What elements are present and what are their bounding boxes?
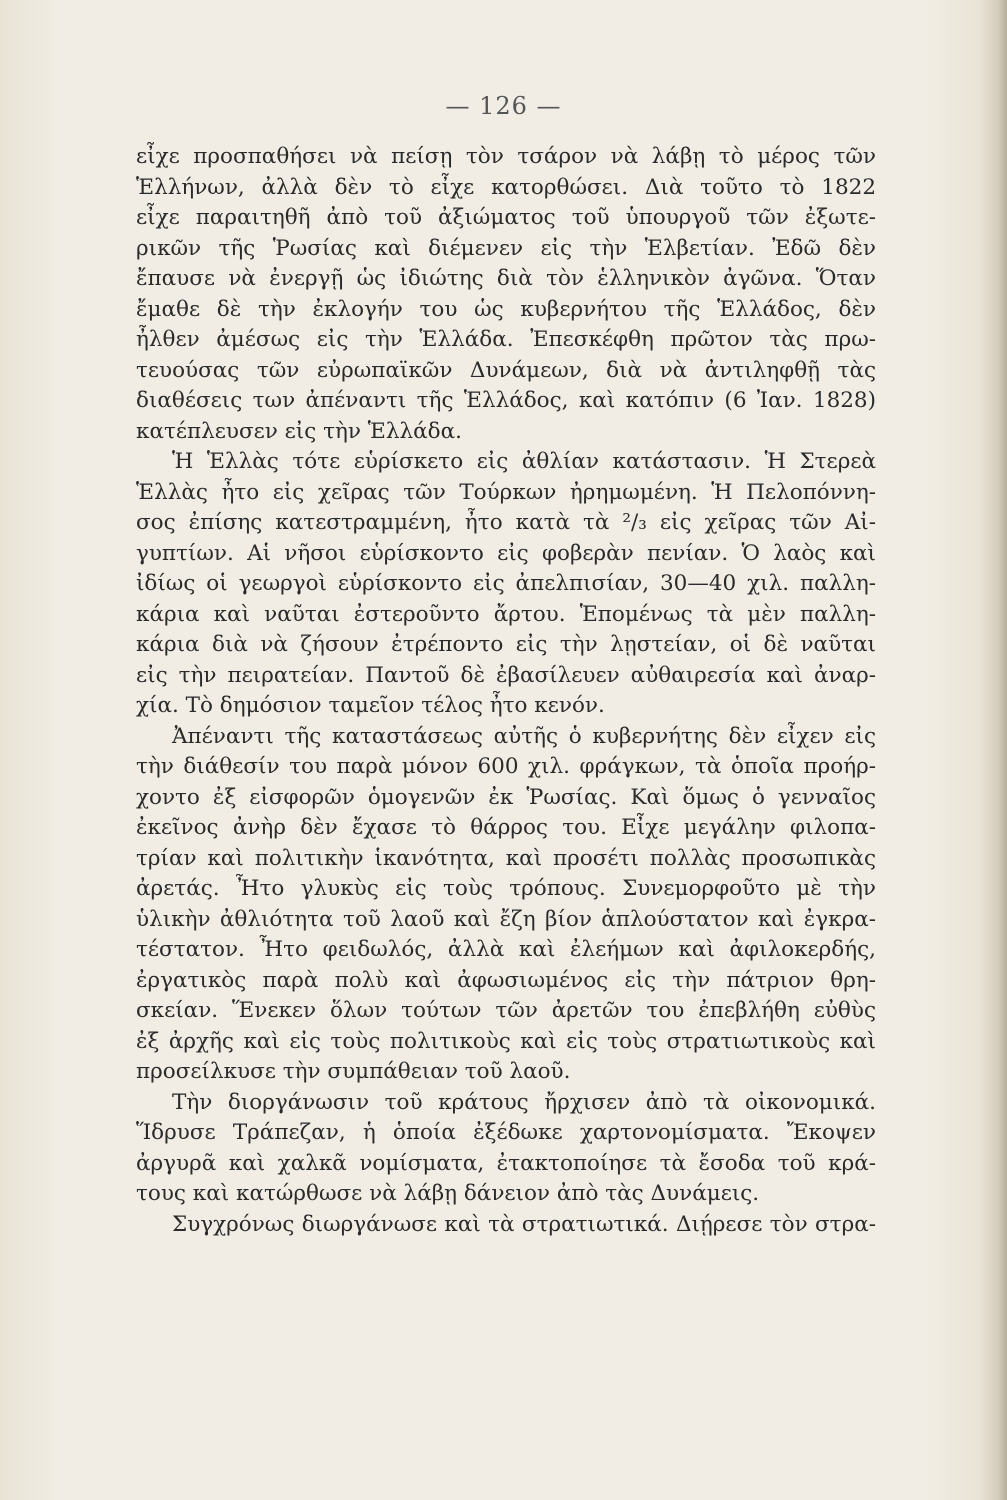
text-line: Ἑλλὰς ἦτο εἰς χεῖρας τῶν Τούρκων ἠρημωμένη. Ἡ Πελοπόννη- [136, 479, 876, 505]
text-line: Ἑλλήνων, ἀλλὰ δὲν τὸ εἶχε κατορθώσει. Διὰ τοῦτο τὸ 1822 [136, 174, 876, 200]
text-line: τευούσας τῶν εὐρωπαϊκῶν Δυνάμεων, διὰ νὰ ἀντιληφθῇ τὰς [136, 357, 876, 383]
text-line: τέστατον. Ἦτο φειδωλός, ἀλλὰ καὶ ἐλεήμων καὶ ἀφιλοκερδής, [136, 937, 876, 962]
text-line: Ἡ Ἑλλὰς τότε εὑρίσκετο εἰς ἀθλίαν κατάστασιν. Ἡ Στερεὰ [172, 449, 876, 474]
text-line: κατέπλευσεν εἰς τὴν Ἑλλάδα. [136, 418, 462, 444]
text-line: προσείλκυσε τὴν συμπάθειαν τοῦ λαοῦ. [136, 1059, 571, 1084]
text-line: τὴν διάθεσίν του παρὰ μόνον 600 χιλ. φράγκων, τὰ ὁποῖα προήρ- [136, 754, 876, 779]
text-line: ἐκεῖνος ἀνὴρ δὲν ἔχασε τὸ θάρρος του. Εἶχε μεγάλην φιλοπα- [136, 815, 876, 840]
text-line: Συγχρόνως διωργάνωσε καὶ τὰ στρατιωτικά. Διῄρεσε τὸν στρα- [172, 1211, 876, 1237]
text-line: τους καὶ κατώρθωσε νὰ λάβῃ δάνειον ἀπὸ τὰς Δυνάμεις. [136, 1181, 760, 1206]
text-line: χία. Τὸ δημόσιον ταμεῖον τέλος ἦτο κενόν. [136, 693, 605, 718]
text-line: Ἀπέναντι τῆς καταστάσεως αὐτῆς ὁ κυβερνήτης δὲν εἶχεν εἰς [172, 723, 876, 749]
page-number: — 126 — [445, 92, 562, 120]
text-line: κάρια καὶ ναῦται ἐστεροῦντο ἄρτου. Ἑπομένως τὰ μὲν παλλη- [136, 601, 876, 627]
text-line: ἔμαθε δὲ τὴν ἐκλογήν του ὡς κυβερνήτου τῆς Ἑλλάδος, δὲν [136, 296, 876, 322]
text-line: ἦλθεν ἀμέσως εἰς τὴν Ἑλλάδα. Ἐπεσκέφθη πρῶτον τὰς πρω- [136, 327, 876, 352]
text-line: γυπτίων. Αἱ νῆσοι εὑρίσκοντο εἰς φοβερὰν πενίαν. Ὁ λαὸς καὶ [136, 540, 876, 566]
text-line: χοντο ἐξ εἰσφορῶν ὁμογενῶν ἐκ Ῥωσίας. Καὶ ὅμως ὁ γενναῖος [136, 784, 876, 810]
text-line: σκείαν. Ἕνεκεν ὅλων τούτων τῶν ἀρετῶν του ἐπεβλήθη εὐθὺς [136, 998, 876, 1023]
text-line: ἀργυρᾶ καὶ χαλκᾶ νομίσματα, ἐτακτοποίησε τὰ ἔσοδα τοῦ κρά- [136, 1150, 876, 1176]
text-line: κάρια διὰ νὰ ζήσουν ἐτρέποντο εἰς τὴν λῃστείαν, οἱ δὲ ναῦται [136, 632, 876, 657]
text-line: Ἵδρυσε Τράπεζαν, ἡ ὁποία ἐξέδωκε χαρτονομίσματα. Ἔκοψεν [136, 1120, 876, 1145]
text-line: εἰς τὴν πειρατείαν. Παντοῦ δὲ ἐβασίλευεν αὐθαιρεσία καὶ ἀναρ- [136, 662, 876, 688]
text-line: σος ἐπίσης κατεστραμμένη, ἦτο κατὰ τὰ ²/₃ εἰς χεῖρας τῶν Αἰ- [136, 510, 876, 535]
text-line: ρικῶν τῆς Ῥωσίας καὶ διέμενεν εἰς τὴν Ἑλβετίαν. Ἐδῶ δὲν [136, 235, 876, 261]
text-line: ἀρετάς. Ἦτο γλυκὺς εἰς τοὺς τρόπους. Συνεμορφοῦτο μὲ τὴν [136, 876, 876, 901]
text-line: διαθέσεις των ἀπέναντι τῆς Ἑλλάδος, καὶ κατόπιν (6 Ἰαν. 1828) [136, 388, 876, 413]
text-line: ὑλικὴν ἀθλιότητα τοῦ λαοῦ καὶ ἔζη βίον ἁπλούστατον καὶ ἐγκρα- [136, 906, 876, 932]
body-text [136, 142, 876, 1240]
text-line: εἶχε παραιτηθῆ ἀπὸ τοῦ ἀξιώματος τοῦ ὑπουργοῦ τῶν ἐξωτε- [136, 205, 876, 230]
text-line: ἔπαυσε νὰ ἐνεργῇ ὡς ἰδιώτης διὰ τὸν ἑλληνικὸν ἀγῶνα. Ὅταν [136, 266, 876, 291]
text-line: εἶχε προσπαθήσει νὰ πείσῃ τὸν τσάρον νὰ λάβῃ τὸ μέρος τῶν [136, 144, 876, 169]
text-line: Τὴν διοργάνωσιν τοῦ κράτους ἤρχισεν ἀπὸ τὰ οἰκονομικά. [172, 1089, 876, 1115]
text-line: τρίαν καὶ πολιτικὴν ἱκανότητα, καὶ προσέτι πολλὰς προσωπικὰς [136, 845, 876, 871]
text-line: ἐξ ἀρχῆς καὶ εἰς τοὺς πολιτικοὺς καὶ εἰς τοὺς στρατιωτικοὺς καὶ [136, 1028, 876, 1054]
text-line: ἐργατικὸς παρὰ πολὺ καὶ ἀφωσιωμένος εἰς τὴν πάτριον θρη- [136, 967, 876, 993]
text-line: ἰδίως οἱ γεωργοὶ εὑρίσκοντο εἰς ἀπελπισίαν, 30—40 χιλ. παλλη- [136, 571, 876, 596]
page-edge-shadow [979, 0, 1007, 1500]
